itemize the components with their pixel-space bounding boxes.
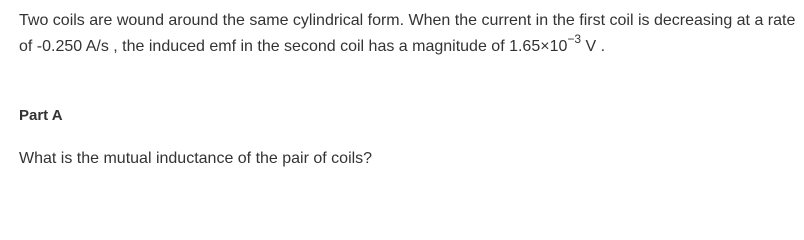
exponent: −3 [567, 32, 582, 46]
problem-text-main: Two coils are wound around the same cylindrical form. When the current in the first coil is decreasing at a rate of -0.250 A/s , the induced emf in the second coil has a magnitude of 1.65×10 [19, 12, 796, 55]
part-heading: Part A [19, 107, 63, 124]
problem-statement [19, 0, 799, 60]
problem-text-unit: V . [581, 38, 606, 55]
problem-text [19, 0, 799, 60]
question-text: What is the mutual inductance of the pair of coils? [19, 150, 373, 167]
